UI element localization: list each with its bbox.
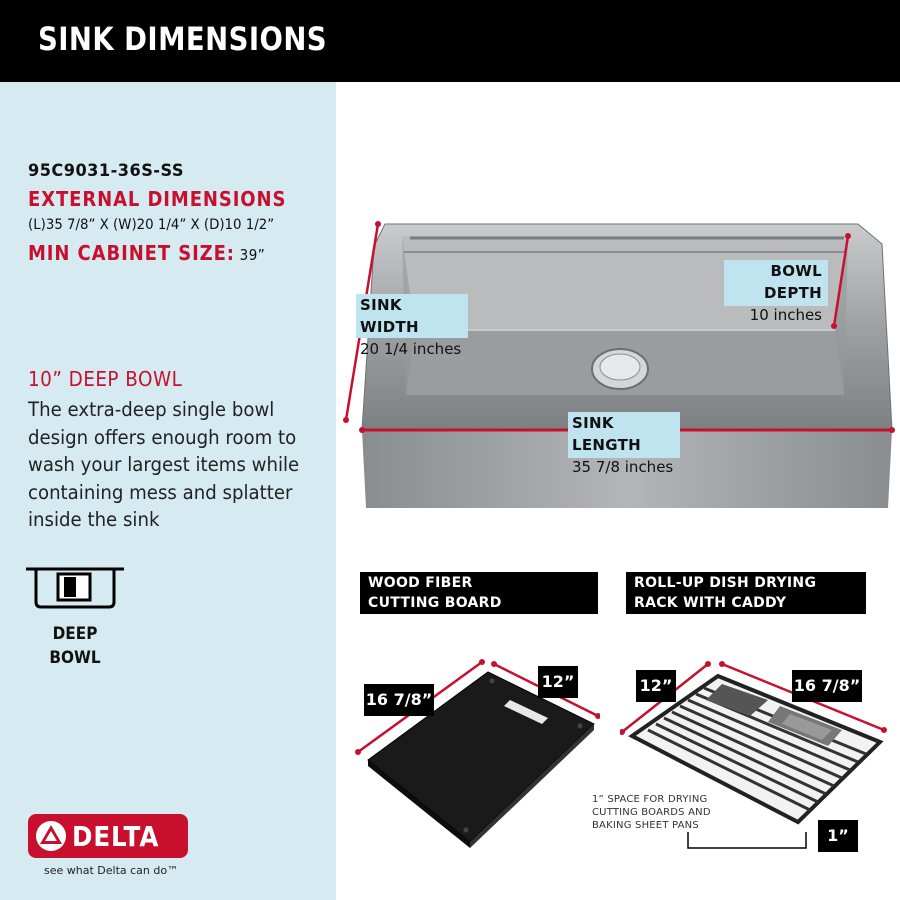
board-length-tag: 16 7/8” xyxy=(364,684,434,716)
external-dimensions-heading: EXTERNAL DIMENSIONS xyxy=(28,187,287,211)
rack-note-line1: 1” SPACE FOR DRYING xyxy=(592,794,708,805)
sink-width-callout xyxy=(356,294,468,358)
min-cabinet-label: MIN CABINET SIZE: xyxy=(28,241,235,265)
bowl-depth-value: 10 inches xyxy=(749,306,822,324)
feature-title: 10” DEEP BOWL xyxy=(28,367,183,391)
external-dimensions-value: (L)35 7/8” X (W)20 1/4” X (D)10 1/2” xyxy=(28,217,275,233)
header-bar xyxy=(0,0,900,82)
sink-length-title: SINK LENGTH xyxy=(572,414,641,454)
sink-length-value: 35 7/8 inches xyxy=(572,458,674,476)
min-cabinet-value: 39” xyxy=(234,246,266,264)
deep-bowl-icon xyxy=(24,564,128,610)
bowl-depth-title: BOWL DEPTH xyxy=(764,262,822,302)
rack-width-tag: 12” xyxy=(636,670,676,702)
deep-bowl-label xyxy=(47,622,103,670)
sink-length-callout xyxy=(568,412,680,476)
page-title: SINK DIMENSIONS xyxy=(38,20,328,58)
deep-bowl-label-line1: DEEP xyxy=(52,624,98,644)
drying-rack-title-line1: ROLL-UP DISH DRYING xyxy=(634,575,817,591)
delta-logo xyxy=(28,814,188,858)
rack-note-line3: BAKING SHEET PANS xyxy=(592,820,699,831)
model-number: 95C9031-36S-SS xyxy=(28,161,184,181)
brand-tagline: see what Delta can do™ xyxy=(44,864,179,877)
rack-length-tag: 16 7/8” xyxy=(792,670,862,702)
deep-bowl-label-line2: BOWL xyxy=(49,648,101,668)
delta-triangle-icon xyxy=(35,820,67,852)
drying-rack-title xyxy=(626,572,866,614)
feature-description: The extra-deep single bowl design offers enough room to wash your largest items while containing mess and splatter inside the sink xyxy=(28,398,300,531)
cutting-board-title-line1: WOOD FIBER xyxy=(368,575,473,591)
bowl-depth-callout xyxy=(724,260,828,324)
delta-wordmark: DELTA xyxy=(72,820,160,853)
board-width-tag: 12” xyxy=(538,666,578,698)
rack-space-tag: 1” xyxy=(818,820,858,852)
drying-rack-title-line2: RACK WITH CADDY xyxy=(634,595,787,611)
sink-width-value: 20 1/4 inches xyxy=(360,340,462,358)
rack-space-note xyxy=(592,793,711,832)
cutting-board-title-line2: CUTTING BOARD xyxy=(368,595,502,611)
min-cabinet-size xyxy=(28,241,265,265)
sink-width-title: SINK WIDTH xyxy=(360,296,419,336)
cutting-board-title xyxy=(360,572,598,614)
rack-note-line2: CUTTING BOARDS AND xyxy=(592,807,711,818)
